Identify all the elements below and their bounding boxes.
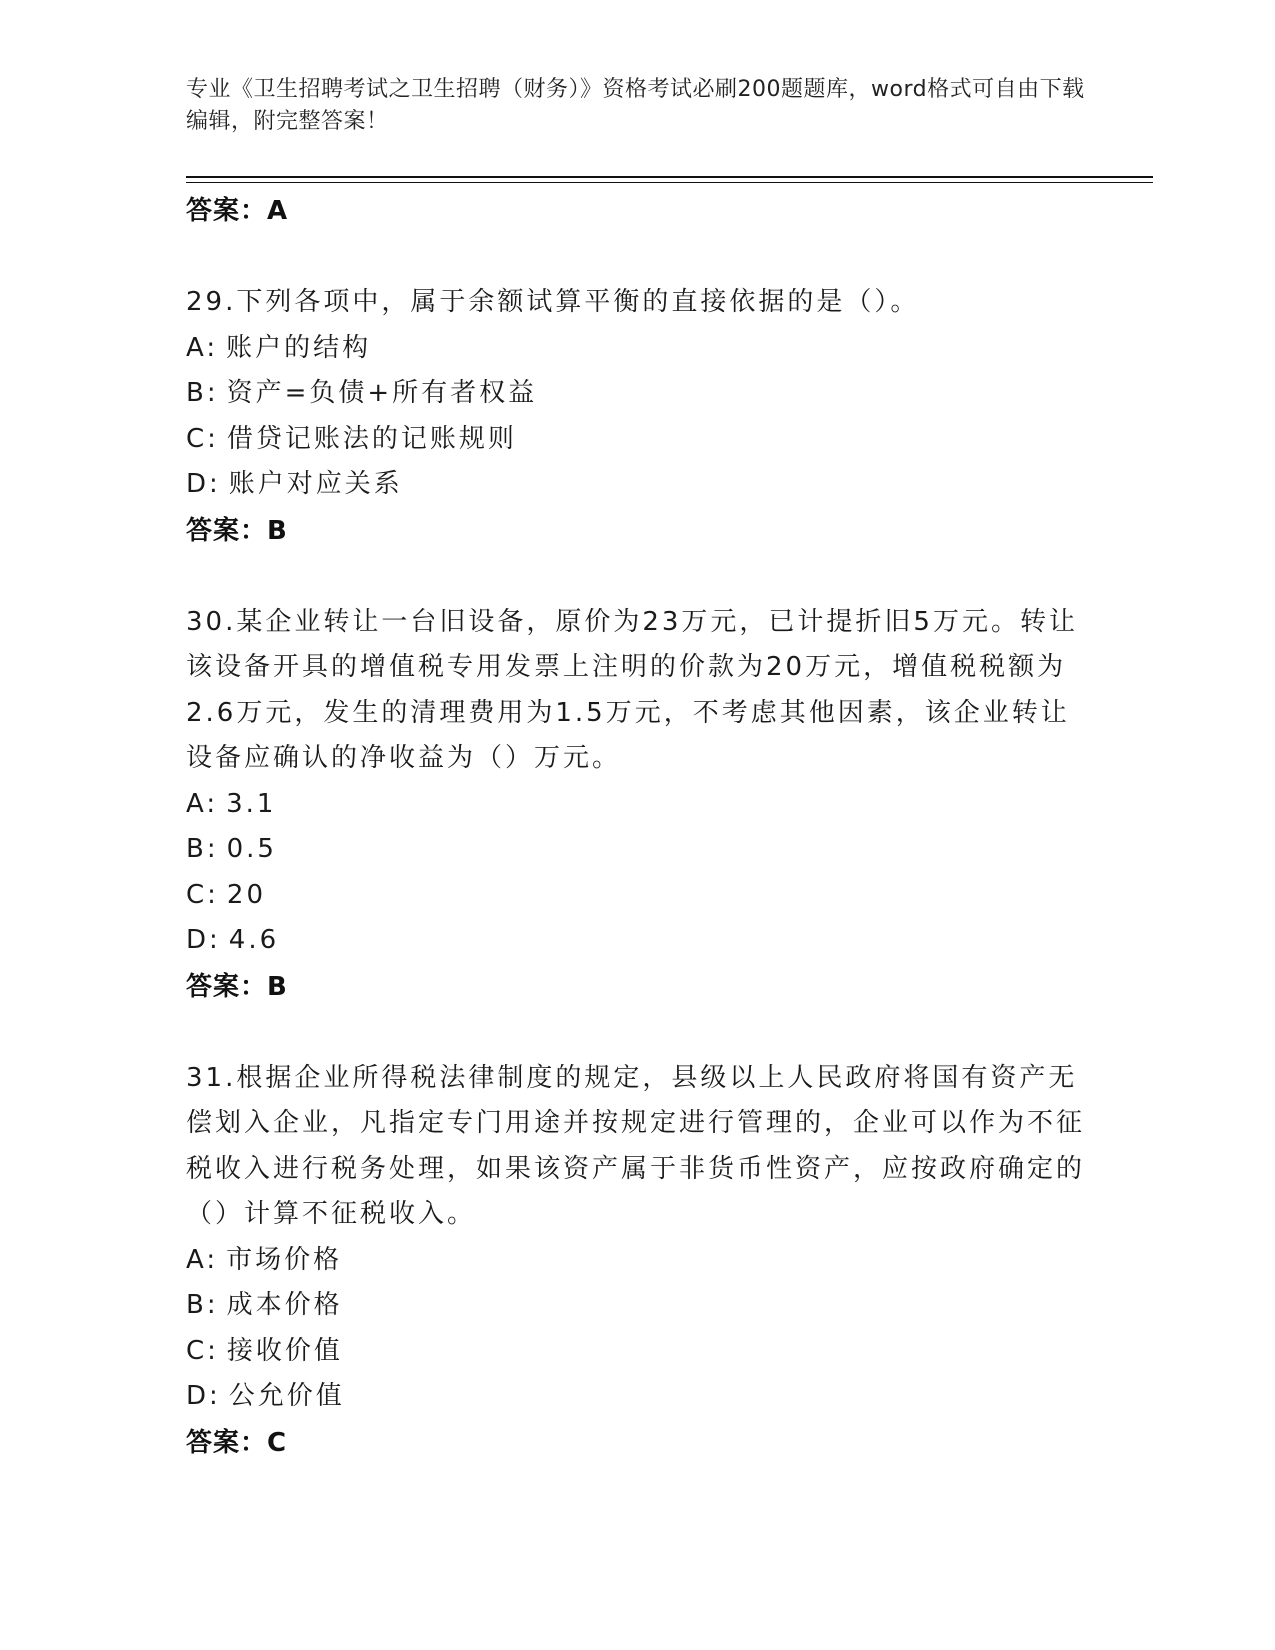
option-key: C: <box>186 879 219 910</box>
question-29-stem: 29.下列各项中，属于余额试算平衡的直接依据的是（）。 <box>186 287 920 317</box>
question-29-option-d <box>186 462 1086 508</box>
option-text: 0.5 <box>226 834 277 864</box>
document-header: 专业《卫生招聘考试之卫生招聘（财务）》资格考试必刷200题题库，word格式可自由下载编辑，附完整答案！ <box>186 77 1085 134</box>
question-30-option-a <box>186 782 1086 828</box>
question-31-option-a <box>186 1238 1086 1284</box>
header-rule-thick <box>186 176 1153 178</box>
option-text: 20 <box>226 879 267 910</box>
answer-30: 答案：B <box>186 971 288 1002</box>
option-key: A: <box>186 332 219 363</box>
header-rule-thin <box>186 182 1153 183</box>
question-31-stem: 31.根据企业所得税法律制度的规定，县级以上人民政府将国有资产无偿划入企业，凡指定专门用途并按规定进行管理的，企业可以作为不征税收入进行税务处理，如果该资产属于非货币性资产，应按政府确定的（）计算不征税收入。 <box>186 1062 1086 1229</box>
question-29-option-c <box>186 417 1086 463</box>
option-key: D: <box>186 469 221 499</box>
option-text: 接收价值 <box>226 1335 343 1366</box>
option-key: C: <box>186 1335 219 1366</box>
question-31-option-d <box>186 1374 1086 1420</box>
option-key: B: <box>186 1290 219 1320</box>
option-key: B: <box>186 834 219 864</box>
option-text: 市场价格 <box>226 1244 343 1275</box>
option-key: D: <box>186 1381 221 1411</box>
option-text: 公允价值 <box>228 1381 345 1411</box>
option-text: 借贷记账法的记账规则 <box>226 423 517 454</box>
option-key: A: <box>186 1244 219 1275</box>
option-text: 4.6 <box>228 925 280 955</box>
answer-29: 答案：B <box>186 515 288 546</box>
question-30-stem: 30.某企业转让一台旧设备，原价为23万元，已计提折旧5万元。转让该设备开具的增值税专用发票上注明的价款为20万元，增值税税额为2.6万元，发生的清理费用为1.5万元，不考虑其他因素，该企业转让设备应确认的净收益为（）万元。 <box>186 606 1078 773</box>
question-31-option-c <box>186 1329 1086 1375</box>
option-text: 账户对应关系 <box>228 469 403 499</box>
answer-31: 答案：C <box>186 1427 288 1458</box>
answer-28: 答案：A <box>186 196 289 226</box>
option-key: D: <box>186 925 221 955</box>
question-30-option-b <box>186 827 1086 873</box>
question-30-option-c <box>186 873 1086 919</box>
option-key: B: <box>186 378 219 408</box>
question-list <box>186 188 1086 1466</box>
question-29-option-b <box>186 371 1086 417</box>
question-31-option-b <box>186 1283 1086 1329</box>
option-text: 3.1 <box>226 788 277 819</box>
option-key: A: <box>186 788 219 819</box>
question-30-option-d <box>186 918 1086 964</box>
option-text: 成本价格 <box>226 1290 343 1320</box>
option-text: 账户的结构 <box>226 332 372 363</box>
option-text: 资产=负债+所有者权益 <box>226 378 538 408</box>
question-29-option-a <box>186 326 1086 372</box>
option-key: C: <box>186 423 219 454</box>
